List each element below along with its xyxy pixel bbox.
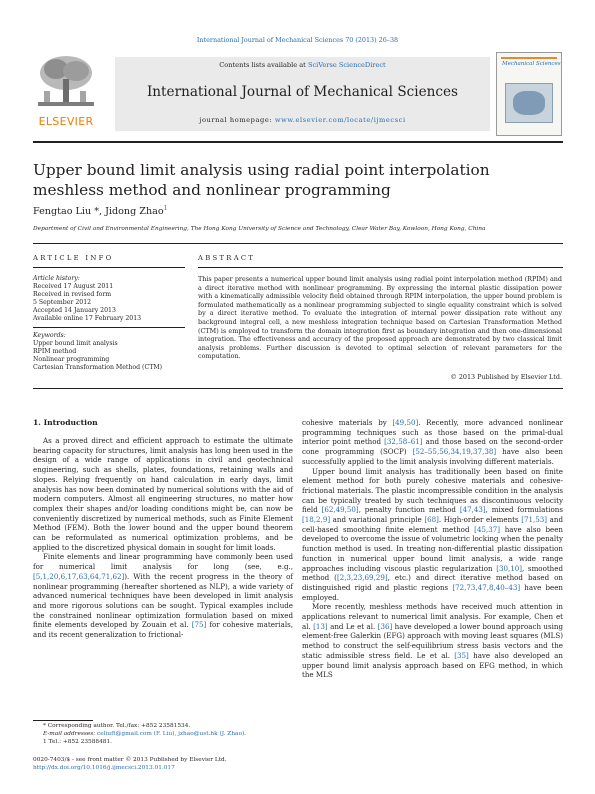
history-item: Received 17 August 2011: [33, 283, 114, 291]
text-run: have also been developed to overcome the issue of volumetric locking when the penalty function method is used. In treating non-differential plastic dissipation function in numerical upper bound limit analysis, a wide range approaches including viscous plastic regularization: [302, 524, 563, 573]
citation-link[interactable]: [72,73,47,8,40–43]: [452, 582, 521, 592]
right-column: [302, 418, 563, 680]
section-heading-introduction: 1. Introduction: [33, 418, 98, 427]
citation-link[interactable]: [71,53]: [521, 515, 548, 525]
contents-line: [115, 61, 490, 69]
text-run: Finite elements and linear programming have commonly been used for numerical limit analysis for long (see, e.g.,: [33, 552, 293, 572]
cover-stripe: [501, 57, 557, 59]
citation-link[interactable]: [68]: [424, 515, 439, 525]
footnotes: [33, 723, 293, 746]
citation-link[interactable]: [18,2,9]: [302, 515, 331, 525]
history-item: Received in revised form: [33, 291, 112, 299]
text-run: , etc.) and direct iterative method based on distinguished rigid and plastic regions: [302, 573, 563, 592]
citation-link[interactable]: [35]: [454, 650, 469, 660]
email-label: E-mail addresses:: [43, 730, 98, 737]
homepage-prefix: journal homepage:: [199, 116, 275, 124]
cover-title: Mechanical Sciences: [502, 61, 561, 67]
text-run: cohesive materials by: [302, 418, 393, 427]
authors: [33, 205, 167, 217]
text-run: , smoothed method (: [302, 563, 563, 583]
front-matter: [33, 757, 227, 773]
affiliation: Department of Civil and Environmental Engineering, The Hong Kong University of Science and Technology, Clear Water Bay, Kowloon, Hong Kong, China: [33, 226, 486, 232]
author-footnote-mark[interactable]: 1: [163, 205, 168, 212]
abstract-rule: [198, 267, 563, 268]
text-run: . High-order elements: [438, 515, 522, 525]
masthead-rule: [33, 141, 563, 143]
text-run: and Le et al.: [327, 621, 378, 631]
article-history: [33, 275, 188, 324]
text-run: ). With the recent progress in the theory of nonlinear programming (hereafter shortened as NLP), a wide variety of advanced numerical techniques have been developed in limit analysis and more rigorous solutions can be sought. Typical examples include the constrained nonlinear optimization formulation based on mixed finite elements developed by Zouain et al.: [33, 571, 293, 630]
history-item: Accepted 14 January 2013: [33, 307, 116, 315]
intro-paragraph-1: As a proved direct and efficient approach to estimate the ultimate bearing capacity for structures, limit analysis has long been used in the design of a wide range of applications in civil and geotechnical engineering, such as shells, plates, foundations, retaining walls and slopes. Relying frequently on hand calculation in early days, limit analysis has now been dominated by numerical solutions with the aid of modern computers. Almost all engineering structures, no matter how complex their shapes and/or loading conditions might be, can now be conveniently discretized by numerical methods, such as Finite Element Method (FEM). Both the lower bound and the upper bound theorem can be reformulated as numerical optimization problems, and be applied to the discretized physical domain in sought for limit loads.: [33, 436, 293, 552]
intro-paragraph-2: [33, 552, 293, 639]
history-item: 5 September 2012: [33, 299, 92, 307]
text-run: for cohesive materials, and its recent generalization to frictional-: [33, 620, 293, 640]
keywords-label: Keywords:: [33, 332, 66, 339]
abstract-bottom-rule: [33, 388, 563, 389]
homepage-link[interactable]: www.elsevier.com/locate/ijmecsci: [274, 116, 406, 124]
citation-link[interactable]: [62,49,50]: [321, 505, 359, 515]
citation-link[interactable]: [13]: [313, 621, 328, 631]
citation-link[interactable]: [49,50]: [392, 418, 419, 427]
citation-link[interactable]: [52–55,56,34,19,37,38]: [412, 447, 497, 457]
journal-cover-thumbnail[interactable]: [496, 52, 562, 136]
abstract-text: This paper presents a numerical upper bound limit analysis using radial point interpolation method (RPIM) and a direct iterative method with nonlinear programming. By expressing the internal plastic dissipation power with a kinematically admissible velocity field obtained through RPIM interpolation, the upper bound problem is formulated mathematically as a nonlinear programming subjected to single equality constraint which is solved by a direct iterative method. To evaluate the integration of internal power dissipation rate without any background integral cell, a new meshless integration technique based on Cartesian Transformation Method (CTM) is employed to transform the domain integration first as boundary integration and then one-dimensional integration. The effectiveness and accuracy of the proposed approach are demonstrated by two classical limit analysis problems. Further discussion is devoted to optimal selection of relevant parameters for the computation.: [198, 275, 562, 361]
text-run: and those based on the second-order cone programming (SOCP): [302, 437, 563, 457]
citation-link[interactable]: [36]: [377, 621, 393, 631]
abstract-heading: ABSTRACT: [198, 254, 256, 262]
keyword-item: Upper bound limit analysis: [33, 340, 118, 348]
article-info-heading: ARTICLE INFO: [33, 254, 114, 262]
elsevier-wordmark: ELSEVIER: [38, 115, 94, 128]
footnote-rule: [33, 720, 93, 721]
author-names[interactable]: Fengtao Liu *, Jidong Zhao: [33, 206, 164, 218]
contents-prefix: Contents lists available at: [219, 61, 308, 69]
journal-title: International Journal of Mechanical Sciences: [146, 84, 459, 100]
text-run: More recently, meshless methods have received much attention in applications relevant to numerical limit analysis. For example, Chen et al.: [302, 602, 563, 631]
paper-title: Upper bound limit analysis using radial point interpolation meshless method and nonlinear programming: [33, 161, 490, 199]
intro-paragraph-4: [302, 467, 563, 603]
text-run: and cell-based smoothing finite element method: [302, 515, 563, 534]
sciencedirect-link[interactable]: SciVerse ScienceDirect: [307, 61, 386, 69]
intro-paragraph-3: [302, 418, 563, 467]
cover-image-detail: [513, 91, 545, 115]
citation-link[interactable]: [30,10]: [496, 563, 523, 573]
text-run: have developed a lower bound approach using element-free Galerkin (EFG) approach with moving least squares (MLS) method to construct the self-equilibrium stress basis vectors and the static admissible stress field. Le et al.: [302, 621, 563, 660]
citation-link[interactable]: [45,37]: [474, 524, 501, 534]
telephone-note: 1 Tel.: +852 23588481.: [43, 738, 112, 745]
doi-link[interactable]: http://dx.doi.org/10.1016/j.ijmecsci.2013.01.017: [33, 764, 175, 771]
text-run: . Recently, more advanced nonlinear programming techniques such as those based on the primal-dual interior point method: [302, 418, 563, 447]
citation-link[interactable]: [5,1,20,6,17,63,64,71,62]: [33, 571, 125, 581]
text-run: , mixed formulations: [485, 505, 563, 515]
elsevier-logo: [26, 53, 106, 135]
text-run: have also developed an upper bound limit analysis approach based on EFG method, in which the MLS: [302, 650, 563, 680]
affiliation-rule: [33, 243, 563, 244]
history-label: Article history:: [33, 275, 80, 282]
copyright: © 2013 Published by Elsevier Ltd.: [450, 373, 562, 381]
left-column: [33, 436, 293, 640]
journal-homepage: [115, 116, 490, 124]
text-run: have also been successfully applied to the limit analysis involving different materials.: [302, 447, 563, 466]
keyword-item: Nonlinear programming: [33, 356, 110, 364]
citation-link[interactable]: [75]: [191, 620, 207, 630]
email-links[interactable]: celiuft@gmail.com (F. Liu), jzhao@ust.hk (J. Zhao).: [97, 730, 247, 737]
intro-paragraph-5: [302, 602, 563, 680]
keywords-rule: [33, 327, 185, 328]
article-info-rule: [33, 267, 185, 268]
elsevier-tree-icon: [34, 53, 98, 109]
keyword-item: RPIM method: [33, 348, 77, 356]
keyword-item: Cartesian Transformation Method (CTM): [33, 364, 163, 372]
text-run: Upper bound limit analysis has traditionally been based on finite element method for both purely cohesive materials and cohesive-frictional materials. The plastic incompressible condition in the analysis can be typically treated by such techniques as discontinuous velocity field: [302, 466, 563, 515]
citation-link[interactable]: [2,3,23,69,29]: [336, 573, 388, 583]
citation-link[interactable]: [32,58–61]: [384, 437, 423, 447]
issn-line: 0020-7403/$ - see front matter © 2013 Published by Elsevier Ltd.: [33, 757, 227, 763]
text-run: , penalty function method: [358, 505, 460, 515]
history-item: Available online 17 February 2013: [33, 315, 142, 323]
email-note: [33, 731, 293, 739]
text-run: have been employed.: [302, 582, 563, 602]
corresponding-author-note: * Corresponding author. Tel./fax: +852 23581534.: [43, 723, 191, 729]
journal-citation-link[interactable]: International Journal of Mechanical Sciences 70 (2013) 26–38: [196, 36, 399, 44]
citation-link[interactable]: [47,43]: [459, 505, 486, 515]
text-run: and variational principle: [330, 515, 425, 525]
keywords: [33, 332, 188, 372]
